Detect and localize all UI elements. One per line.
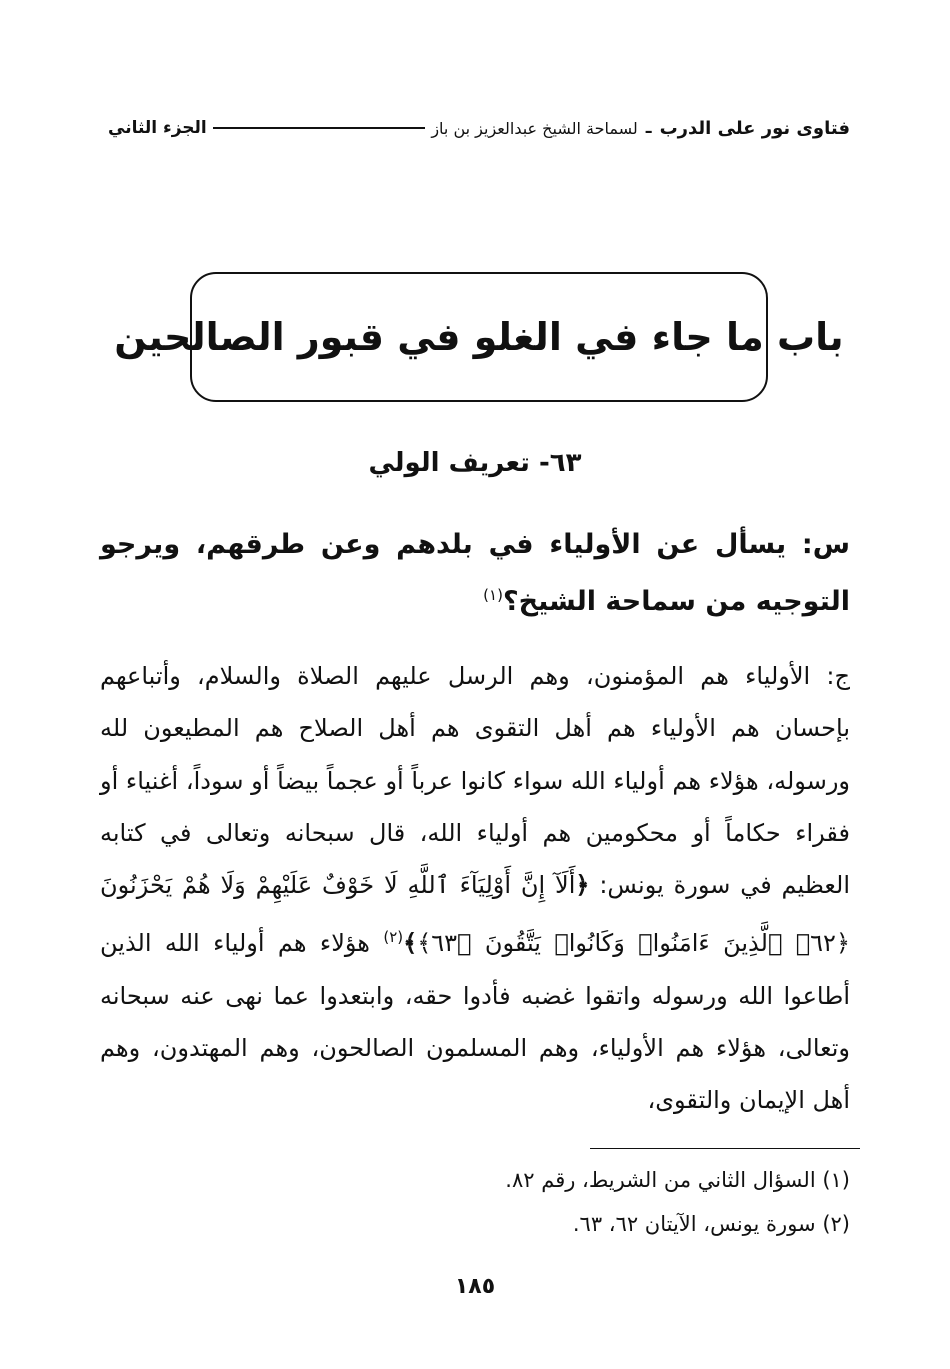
footnote-divider	[590, 1148, 860, 1149]
answer-text-part2: هؤلاء هم أولياء الله الذين أطاعوا الله ورسوله واتقوا غضبه فأدوا حقه، وابتعدوا عما نهى عنه سبحانه وتعالى، هؤلاء هم الأولياء، وهم المسلمون الصالحون، وهم المهتدون، وهم أهل الإيمان والتقوى،	[100, 929, 850, 1115]
footnotes	[100, 1158, 850, 1246]
running-header	[108, 110, 850, 146]
chapter-title-box	[114, 272, 844, 402]
answer-text-part1: ج: الأولياء هم المؤمنون، وهم الرسل عليهم الصلاة والسلام، وأتباعهم بإحسان هم الأولياء هم أهل التقوى هم أهل الصلاح هم المطيعون لله ورسوله، هؤلاء هم أولياء الله سواء كانوا عرباً أو عجماً بيضاً أو سوداً، أغنياء أو فقراء حكاماً أو محكومين هم أولياء الله، قال سبحانه وتعالى في كتابه العظيم في سورة يونس:	[100, 662, 850, 900]
book-title: فتاوى نور على الدرب	[659, 117, 850, 139]
quran-verse: أَلَآ إِنَّ أَوْلِيَآءَ ٱللَّهِ لَا خَوْفٌ عَلَيْهِمْ وَلَا هُمْ يَحْزَنُونَ ﴿٦٢﴾ ٱلَّذِينَ ءَامَنُوا۟ وَكَانُوا۟ يَتَّقُونَ ﴿٦٣﴾	[100, 871, 850, 958]
footnote-1: (١) السؤال الثاني من الشريط، رقم ٨٢.	[505, 1168, 850, 1192]
header-separator: ـ	[645, 118, 652, 138]
chapter-title: باب ما جاء في الغلو في قبور الصالحين	[114, 315, 844, 359]
section-title: ٦٣- تعريف الولي	[368, 448, 582, 478]
footnote-ref-1: (١)	[483, 586, 503, 604]
quran-close-bracket: ﴾	[403, 929, 418, 958]
question-paragraph	[100, 520, 850, 627]
footnote-2: (٢) سورة يونس، الآيتان ٦٢، ٦٣.	[572, 1212, 850, 1236]
author-name: لسماحة الشيخ عبدالعزيز بن باز	[431, 118, 638, 138]
question-text: س: يسأل عن الأولياء في بلدهم وعن طرقهم، ويرجو التوجيه من سماحة الشيخ؟	[100, 529, 850, 617]
answer-paragraph	[100, 650, 850, 1127]
page-number: ١٨٥	[454, 1274, 496, 1299]
header-rule	[213, 127, 426, 129]
volume-label: الجزء الثاني	[108, 118, 207, 138]
footnote-ref-2: (٢)	[383, 928, 404, 947]
quran-open-bracket: ﴿	[575, 871, 590, 900]
